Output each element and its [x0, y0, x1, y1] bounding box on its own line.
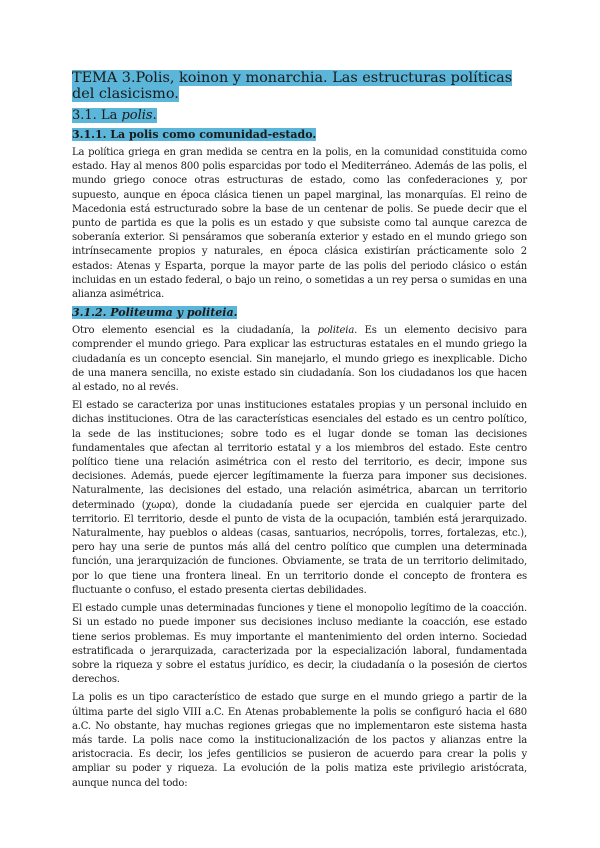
paragraph-4: El estado cumple unas determinadas funciones y tiene el monopolio legítimo de la coacción. Si un estado no puede imponer sus decisiones incluso mediante la coacción, ese estado tiene serios problemas. Es muy importante el mantenimiento del orden interno. Sociedad estratificada o jerarquizada, caracterizada por la especialización laboral, fundamentada sobre la riqueza y sobre el estatus jurídico, es decir, la ciudadanía o la posesión de ciertos derechos.	[72, 603, 527, 686]
paragraph-3: El estado se caracteriza por unas instituciones estatales propias y un personal incluido en dichas instituciones. Otra de las características esenciales del estado es un centro político, la sede de las instituciones; sobre todo es el lugar donde se toman las decisiones fundamentales que afectan al territorio estatal y a los miembros del estado. Este centro político tiene una relación asimétrica con el resto del territorio, es decir, impone sus decisiones. Además, puede ejercer legítimamente la fuerza para imponer sus decisiones. Naturalmente, las decisiones del estado, una relación asimétrica, abarcan un territorio determinado (χωρα), donde la ciudadanía puede ser ejercida en cualquier parte del territorio. El territorio, desde el punto de vista de la ocupación, también está jerarquizado. Naturalmente, hay pueblos o aldeas (casas, santuarios, necrópolis, torres, fortalezas, etc.), pero hay una serie de puntos más allá del centro político que cumplen una determinada función, una jerarquización de funciones. Obviamente, se trata de un territorio delimitado, por lo que tiene una frontera lineal. En un territorio donde el concepto de frontera es fluctuante o confuso, el estado presenta ciertas debilidades.	[72, 400, 527, 596]
section-heading-italic: polis	[121, 108, 153, 123]
document-title: TEMA 3.Polis, koinon y monarchia. Las estructuras políticas del clasicismo.	[72, 70, 513, 102]
section-heading-label: 3.1. La	[72, 108, 122, 123]
page-content	[72, 70, 527, 795]
paragraph-1: La política griega en gran medida se centra en la polis, en la comunidad constituida como estado. Hay al menos 800 polis esparcidas por todo el Mediterráneo. Además de las polis, el mundo griego conoce otras estructuras de estado, como las confederaciones y, por supuesto, aunque en época clásica tienen un papel marginal, las monarquías. El reino de Macedonia está estructurado sobre la base de un centenar de polis. Se puede decir que el punto de partida es que la polis es un estado y que subsiste como tal aunque carezca de soberanía exterior. Si pensáramos que soberanía exterior y estado en el mundo griego son intrínsecamente propios y naturales, en época clásica existirían prácticamente solo 2 estados: Atenas y Esparta, porque la mayor parte de las polis del periodo clásico o están incluidas en un estado federal, o bajo un reino, o sometidas a un rey persa o sumidas en una alianza asimétrica.	[72, 147, 527, 301]
section-heading	[72, 108, 527, 124]
subsection-heading-1: 3.1.1. La polis como comunidad-estado.	[72, 128, 317, 141]
paragraph-5: La polis es un tipo característico de estado que surge en el mundo griego a partir de la última parte del siglo VIII a.C. En Atenas probablemente la polis se configuró hacia el 680 a.C. No obstante, hay muchas regiones griegas que no implementaron este sistema hasta más tarde. La polis nace como la institucionalización de los pactos y alianzas entre la aristocracia. Es decir, los jefes gentilicios se pusieron de acuerdo para crear la polis y ampliar su poder y riqueza. La evolución de la polis matiza este privilegio aristócrata, aunque nunca del todo:	[72, 692, 527, 789]
paragraph-2: Otro elemento esencial es la ciudadanía, la politeia. Es un elemento decisivo para comprender el mundo griego. Para explicar las estructuras estatales en el mundo griego la ciudadanía es un concepto esencial. Sin manejarlo, el mundo griego es inexplicable. Dicho de una manera sencilla, no existe estado sin ciudadanía. Son los ciudadanos los que hacen al estado, no al revés.	[72, 325, 527, 394]
subsection-heading-2: 3.1.2. Politeuma y politeia.	[72, 306, 238, 320]
section-heading-end: .	[152, 108, 157, 123]
